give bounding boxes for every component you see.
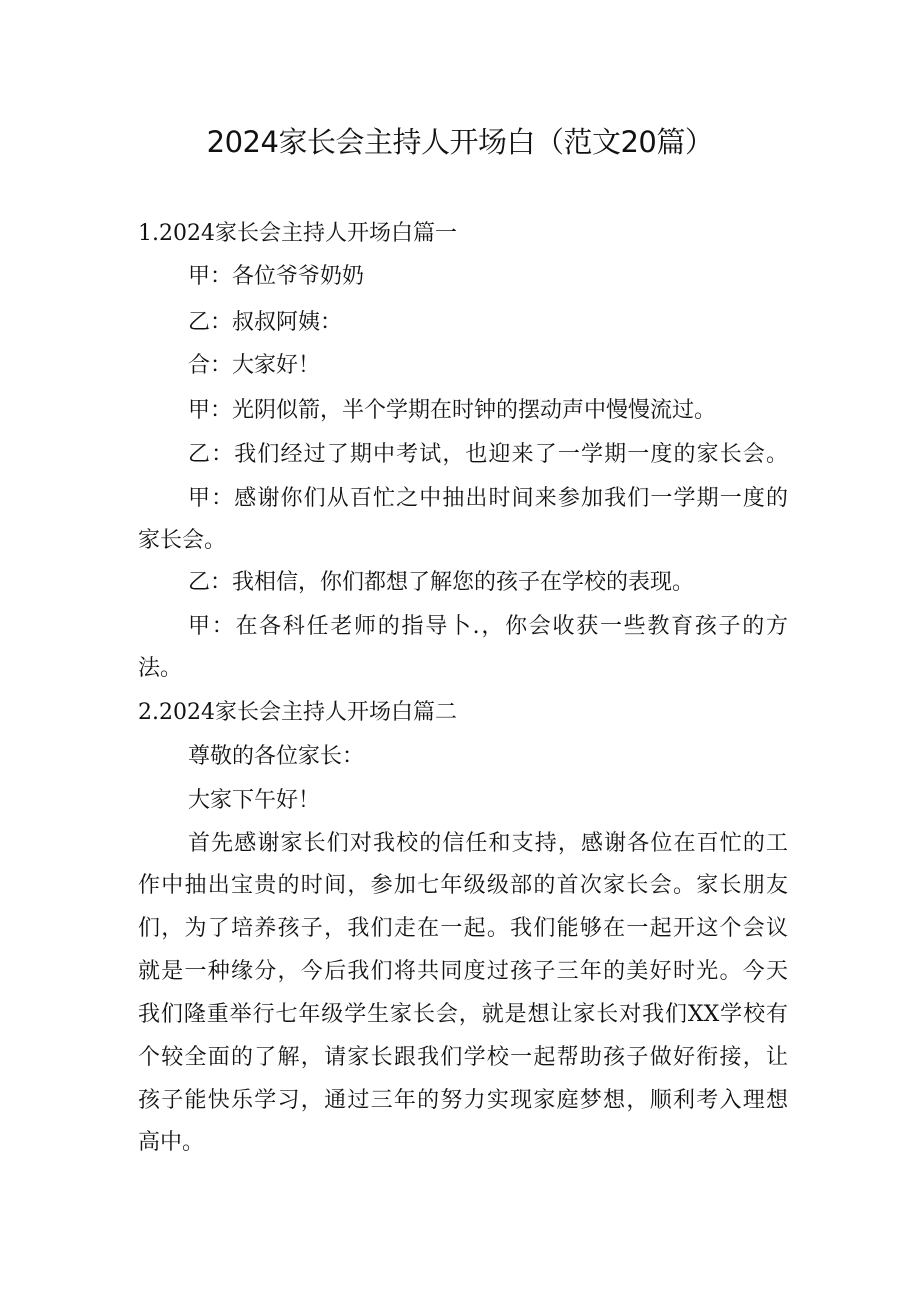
paragraph-line: 甲：感谢你们从百忙之中抽出时间来参加我们一学期一度的 xyxy=(188,486,788,511)
paragraph-line: 乙：我们经过了期中考试，也迎来了一学期一度的家长会。 xyxy=(188,442,788,467)
paragraph-line: 甲：各位爷爷奶奶 xyxy=(188,264,365,289)
paragraph-line: 孩子能快乐学习，通过三年的努力实现家庭梦想，顺利考入理想 xyxy=(138,1088,788,1113)
paragraph-line: 家长会。 xyxy=(138,528,227,553)
paragraph-line: 合：大家好！ xyxy=(188,353,321,378)
paragraph-line: 们，为了培养孩子，我们走在一起。我们能够在一起开这个会议 xyxy=(138,916,788,941)
paragraph-line: 乙：叔叔阿姨： xyxy=(188,310,343,335)
paragraph-line: 甲：光阴似箭，半个学期在时钟的摆动声中慢慢流过。 xyxy=(188,398,717,423)
paragraph-line: 高中。 xyxy=(138,1130,205,1155)
paragraph-line: 尊敬的各位家长： xyxy=(188,744,365,769)
paragraph-line: 乙：我相信，你们都想了解您的孩子在学校的表现。 xyxy=(188,570,695,595)
section-heading-1: 1.2024家长会主持人开场白篇一 xyxy=(138,221,457,246)
paragraph-line: 甲：在各科任老师的指导卜.，你会收获一些教育孩子的方 xyxy=(188,614,788,639)
paragraph-line: 首先感谢家长们对我校的信任和支持，感谢各位在百忙的工 xyxy=(188,831,788,856)
paragraph-line: 个较全面的了解，请家长跟我们学校一起帮助孩子做好衔接，让 xyxy=(138,1045,788,1070)
paragraph-line: 作中抽出宝贵的时间，参加七年级级部的首次家长会。家长朋友 xyxy=(138,873,788,898)
paragraph-line: 大家下午好！ xyxy=(188,788,321,813)
document-title: 2024家长会主持人开场白（范文20篇） xyxy=(206,125,714,159)
paragraph-line: 我们隆重举行七年级学生家长会，就是想让家长对我们XX学校有 xyxy=(138,1002,788,1027)
paragraph-line: 法。 xyxy=(138,656,183,681)
section-heading-2: 2.2024家长会主持人开场白篇二 xyxy=(138,700,457,725)
paragraph-line: 就是一种缘分，今后我们将共同度过孩子三年的美好时光。今天 xyxy=(138,959,788,984)
